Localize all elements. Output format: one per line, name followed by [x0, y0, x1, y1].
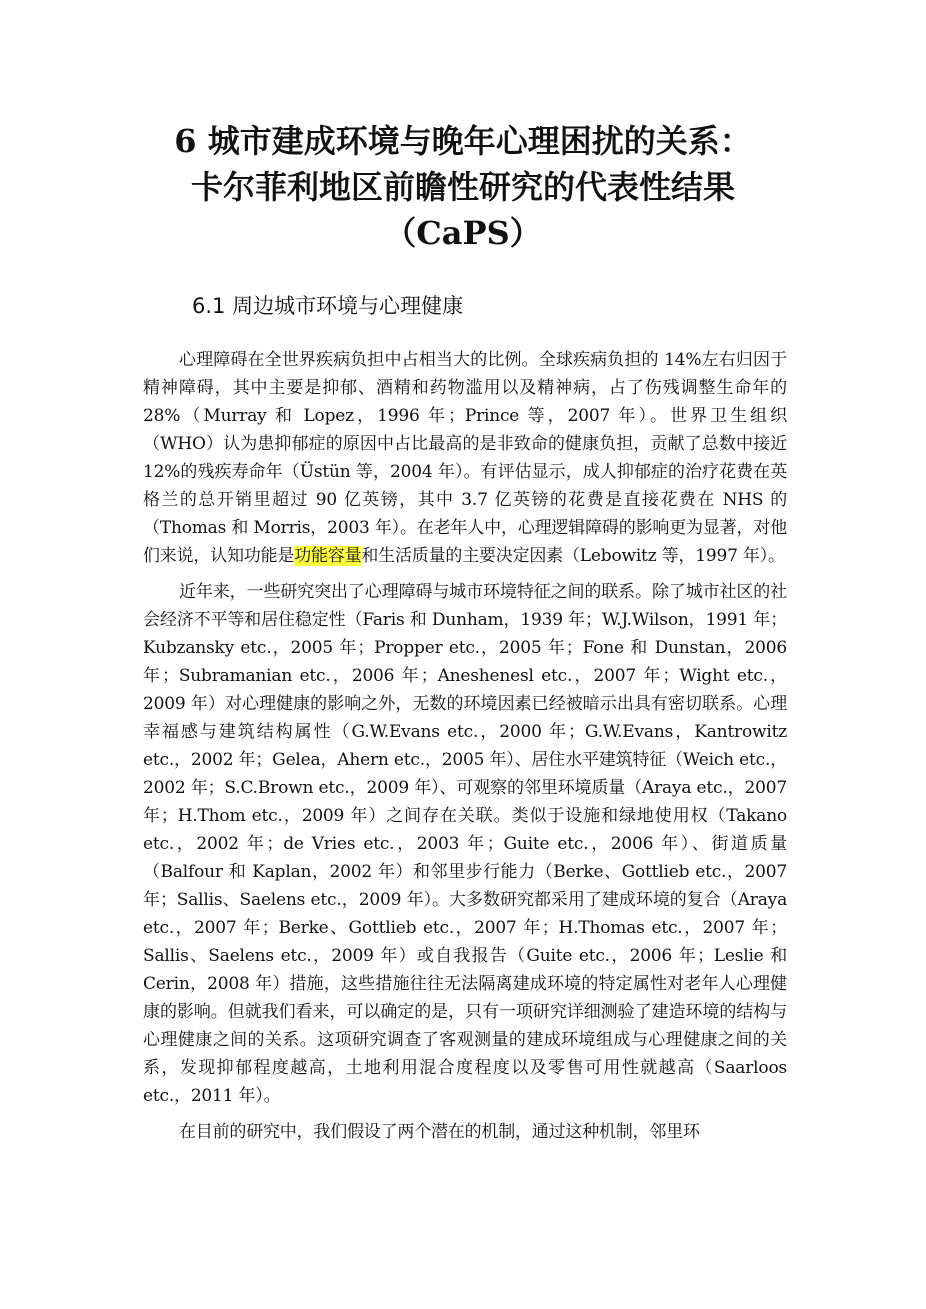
chapter-title-line-2: 卡尔菲利地区前瞻性研究的代表性结果: [190, 168, 735, 206]
chapter-title-line-1: 6 城市建成环境与晚年心理困扰的关系：: [174, 122, 752, 160]
paragraph-1: [143, 346, 787, 570]
chapter-title-line-3: （CaPS）: [384, 214, 542, 252]
highlighted-text: 功能容量: [294, 546, 362, 566]
section-heading: 6.1 周边城市环境与心理健康: [192, 294, 464, 318]
paragraph-2: 近年来，一些研究突出了心理障碍与城市环境特征之间的联系。除了城市社区的社会经济不平等和居住稳定性（Faris 和 Dunham，1939 年；W.J.Wilson，1991 年；Kubzansky etc.，2005 年；Propper etc.，2005 年；Fone 和 Dunstan，2006 年；Subramanian etc.，2006 年；Aneshenesl etc.，2007 年；Wight etc.，2009 年）对心理健康的影响之外，无数的环境因素已经被暗示出具有密切联系。心理幸福感与建筑结构属性（G.W.Evans etc.，2000 年；G.W.Evans，Kantrowitz etc.，2002 年；Gelea，Ahern etc.，2005 年）、居住水平建筑特征（Weich etc.，2002 年；S.C.Brown etc.，2009 年）、可观察的邻里环境质量（Araya etc.，2007 年；H.Thom etc.，2009 年）之间存在关联。类似于设施和绿地使用权（Takano etc.，2002 年；de Vries etc.，2003 年；Guite etc.，2006 年）、街道质量（Balfour 和 Kaplan，2002 年）和邻里步行能力（Berke、Gottlieb etc.，2007 年；Sallis、Saelens etc.，2009 年）。大多数研究都采用了建成环境的复合（Araya etc.，2007 年；Berke、Gottlieb etc.，2007 年；H.Thomas etc.，2007 年；Sallis、Saelens etc.，2009 年）或自我报告（Guite etc.，2006 年；Leslie 和 Cerin，2008 年）措施，这些措施往往无法隔离建成环境的特定属性对老年人心理健康的影响。但就我们看来，可以确定的是，只有一项研究详细测验了建造环境的结构与心理健康之间的关系。这项研究调查了客观测量的建成环境组成与心理健康之间的关系，发现抑郁程度越高，土地利用混合度程度以及零售可用性就越高（Saarloos etc.，2011 年）。: [143, 582, 787, 1106]
paragraph-1-text-a: 心理障碍在全世界疾病负担中占相当大的比例。全球疾病负担的 14%左右归因于精神障碍，其中主要是抑郁、酒精和药物滥用以及精神病，占了伤残调整生命年的 28%（Murray 和 Lopez，1996 年；Prince 等，2007 年）。世界卫生组织（WHO）认为患抑郁症的原因中占比最高的是非致命的健康负担，贡献了总数中接近 12%的残疾寿命年（Üstün 等，2004 年）。有评估显示，成人抑郁症的治疗花费在英格兰的总开销里超过 90 亿英镑，其中 3.7 亿英镑的花费是直接花费在 NHS 的（Thomas 和 Morris，2003 年）。在老年人中，心理逻辑障碍的影响更为显著，对他们来说，认知功能是: [143, 350, 787, 566]
body-text: [143, 346, 787, 1154]
paragraph-3: 在目前的研究中，我们假设了两个潜在的机制，通过这种机制，邻里环: [179, 1122, 700, 1142]
chapter-title: [100, 118, 826, 256]
paragraph-1-text-b: 和生活质量的主要决定因素（Lebowitz 等，1997 年）。: [361, 546, 785, 566]
